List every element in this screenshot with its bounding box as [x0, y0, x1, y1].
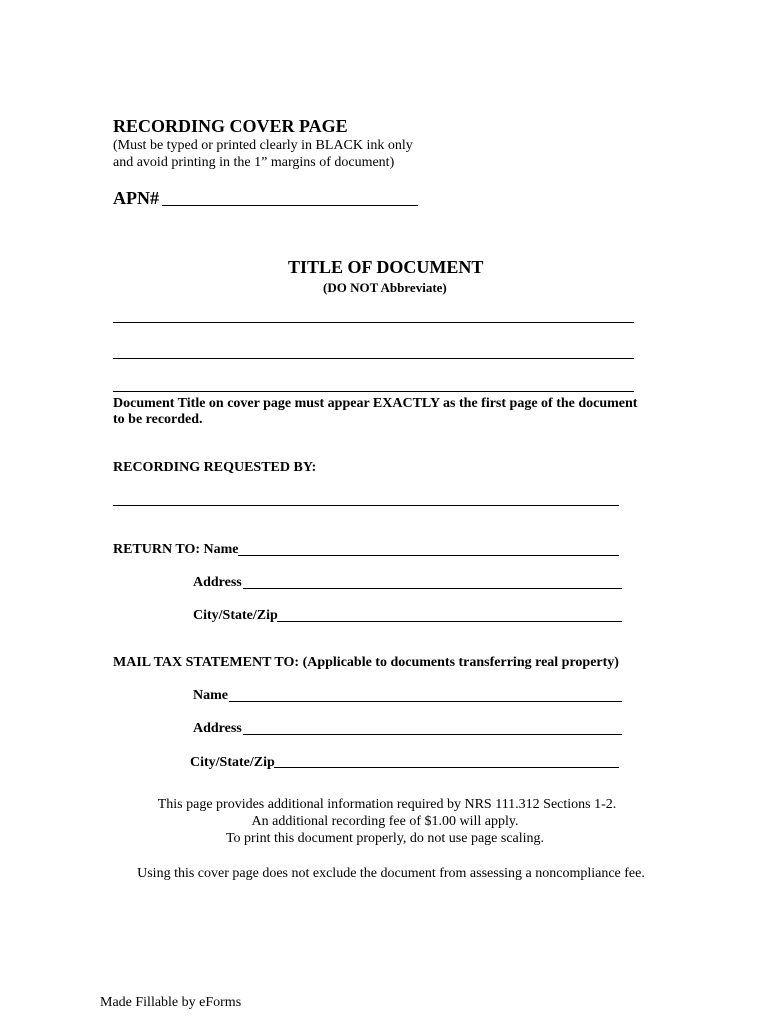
mail-tax-name-label: Name: [193, 688, 228, 703]
return-to-address-label: Address: [193, 575, 242, 590]
return-to-name-field[interactable]: [238, 555, 619, 556]
made-fillable-credit: Made Fillable by eForms: [100, 995, 242, 1010]
mail-tax-name-field[interactable]: [229, 701, 622, 702]
ink-note-line1: (Must be typed or printed clearly in BLACK ink only: [113, 138, 413, 153]
page-scaling-note: To print this document properly, do not use page scaling.: [225, 831, 545, 846]
return-to-name-label: RETURN TO: Name: [113, 542, 239, 557]
mail-tax-address-field[interactable]: [243, 734, 622, 735]
title-instruction-line2: to be recorded.: [113, 412, 203, 427]
ink-note-line2: and avoid printing in the 1” margins of document): [113, 155, 395, 170]
title-line-3[interactable]: [113, 391, 634, 392]
recording-requested-field[interactable]: [113, 505, 619, 506]
apn-label: APN#: [113, 188, 159, 208]
return-to-city-label: City/State/Zip: [193, 608, 278, 623]
return-to-address-field[interactable]: [243, 588, 622, 589]
return-to-city-field[interactable]: [277, 621, 622, 622]
title-line-2[interactable]: [113, 358, 634, 359]
mail-tax-city-label: City/State/Zip: [190, 755, 275, 770]
title-line-1[interactable]: [113, 322, 634, 323]
mail-tax-label: MAIL TAX STATEMENT TO: (Applicable to documents transferring real property): [113, 655, 619, 670]
apn-field[interactable]: [162, 205, 418, 206]
nrs-note: This page provides additional information required by NRS 111.312 Sections 1-2.: [157, 797, 617, 812]
page-title: RECORDING COVER PAGE: [113, 116, 348, 136]
title-instruction-line1: Document Title on cover page must appear EXACTLY as the first page of the document: [113, 396, 638, 411]
mail-tax-address-label: Address: [193, 721, 242, 736]
recording-requested-label: RECORDING REQUESTED BY:: [113, 460, 317, 475]
mail-tax-city-field[interactable]: [274, 767, 619, 768]
recording-fee-note: An additional recording fee of $1.00 will apply.: [251, 814, 519, 829]
noncompliance-note: Using this cover page does not exclude the document from assessing a noncompliance fee.: [137, 866, 645, 881]
document-title-heading: TITLE OF DOCUMENT: [288, 257, 484, 277]
document-title-subtitle: (DO NOT Abbreviate): [323, 280, 447, 295]
